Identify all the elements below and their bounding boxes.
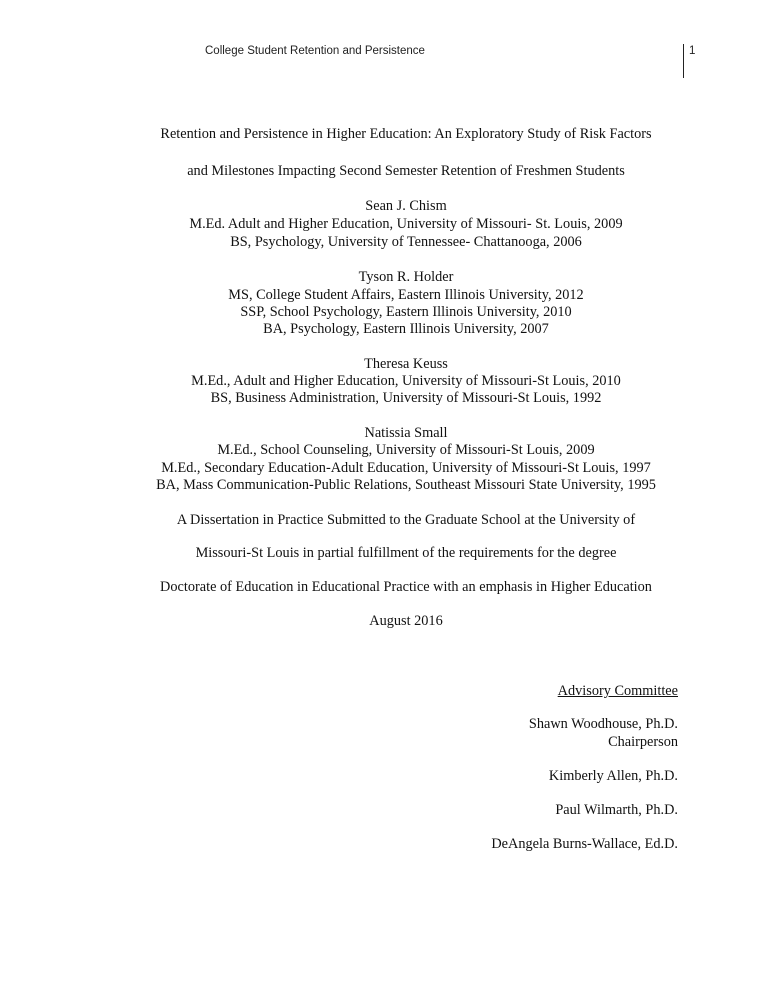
author-name: Natissia Small: [364, 425, 448, 441]
author-degree: BA, Mass Communication-Public Relations, Southeast Missouri State University, 1995: [156, 477, 656, 493]
page-number: 1: [689, 45, 696, 57]
committee-member: Kimberly Allen, Ph.D.: [548, 768, 678, 784]
committee-heading: Advisory Committee: [557, 683, 678, 699]
running-header: College Student Retention and Persistence: [205, 45, 425, 57]
author-degree: M.Ed., Secondary Education-Adult Education, University of Missouri-St Louis, 1997: [161, 460, 651, 476]
author-name: Tyson R. Holder: [358, 269, 454, 285]
author-degree: M.Ed., Adult and Higher Education, University of Missouri-St Louis, 2010: [191, 373, 621, 389]
title-line-2: and Milestones Impacting Second Semester Retention of Freshmen Students: [187, 163, 625, 179]
author-degree: BA, Psychology, Eastern Illinois University, 2007: [263, 321, 549, 337]
author-name: Sean J. Chism: [365, 198, 447, 214]
author-degree: MS, College Student Affairs, Eastern Illinois University, 2012: [228, 287, 584, 303]
committee-chair-role: Chairperson: [608, 734, 678, 750]
statement-line-1: A Dissertation in Practice Submitted to the Graduate School at the University of: [176, 512, 636, 528]
author-degree: SSP, School Psychology, Eastern Illinois University, 2010: [240, 304, 572, 320]
committee-member: Paul Wilmarth, Ph.D.: [555, 802, 678, 818]
committee-member: DeAngela Burns-Wallace, Ed.D.: [491, 836, 678, 852]
statement-line-3: Doctorate of Education in Educational Practice with an emphasis in Higher Education: [160, 579, 652, 595]
author-degree: M.Ed. Adult and Higher Education, University of Missouri- St. Louis, 2009: [189, 216, 623, 232]
author-degree: M.Ed., School Counseling, University of Missouri-St Louis, 2009: [217, 442, 595, 458]
author-degree: BS, Business Administration, University of Missouri-St Louis, 1992: [210, 390, 602, 406]
submission-date: August 2016: [369, 613, 443, 629]
committee-chair-name: Shawn Woodhouse, Ph.D.: [528, 716, 678, 732]
author-name: Theresa Keuss: [364, 356, 448, 372]
page-number-divider: [683, 44, 684, 78]
author-degree: BS, Psychology, University of Tennessee- Chattanooga, 2006: [230, 234, 582, 250]
statement-line-2: Missouri-St Louis in partial fulfillment of the requirements for the degree: [195, 545, 617, 561]
title-line-1: Retention and Persistence in Higher Education: An Exploratory Study of Risk Factors: [160, 126, 652, 142]
